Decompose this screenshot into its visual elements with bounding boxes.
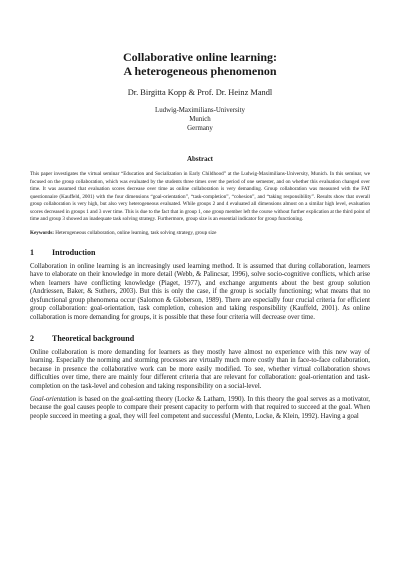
section-number: 1	[30, 247, 34, 257]
paragraph-goal-orientation	[30, 396, 370, 422]
section-heading-theoretical-background	[30, 334, 370, 343]
paragraph-rest: is based on the goal-setting theory (Locke & Latham, 1990). In this theory the goal serves as a motivator, because the goal causes people to compare their present capacity to perform with that required to succeed at the goal. When people succeed in meeting a goal, they will feel competent and successful (Mento, Locke, & Klein, 1992). Having a goal	[30, 395, 370, 420]
abstract-heading: Abstract	[186, 155, 214, 163]
affiliation-city: Munich	[189, 116, 211, 123]
title-line-1: Collaborative online learning:	[123, 50, 277, 64]
section-title: Theoretical background	[52, 333, 135, 343]
keywords-label: Keywords:	[30, 229, 54, 236]
keywords-text: Heterogeneous collaboration, online learning, task solving strategy, group size	[55, 229, 217, 236]
affiliation	[30, 106, 370, 133]
section-body-theoretical-background	[30, 349, 370, 422]
affiliation-country: Germany	[187, 125, 213, 132]
paragraph: Online collaboration is more demanding for learners as they mostly have almost no experience with this new way of learning. Especially the norming and storming processes are virtually much more costly than in face-to-face collaboration, because in presence the collaborative work can be more easily modified. To see, whether virtual collaboration shows difficulties over time, there are mainly four different criteria that are relevant for collaboration: goal-orientation and task-completion on the task-level and cohesion and taking responsibility on a social-level.	[30, 348, 370, 391]
authors: Dr. Birgitta Kopp & Prof. Dr. Heinz Mandl	[127, 88, 273, 97]
paragraph: Collaboration in online learning is an increasingly used learning method. It is assumed that during collaboration, learners have to elaborate on their knowledge in more detail (Webb, & Palincsar, 1996), solve socio-cognitive conflicts, which arise when learners have conflicting knowledge (Piaget, 1977), and exchange arguments about the best group solution (Andriessen, Baker, & Suthers, 2003). But this is only the case, if the group is socially functioning; what means that no dysfunctional group phenomena occur (Salomon & Globerson, 1989). There are especially four crucial criteria for efficient group collaboration: goal-orientation, task completion, cohesion and taking responsibility (Kauffeld, 2001). As online collaboration is more demanding for groups, it is possible that these four criteria will decrease over time.	[30, 262, 370, 322]
section-body-introduction	[30, 263, 370, 323]
italic-term: Goal-orientation	[30, 395, 77, 403]
section-number: 2	[30, 333, 34, 343]
keywords	[30, 230, 370, 237]
affiliation-university: Ludwig-Maximilians-University	[155, 107, 245, 114]
title-line-2: A heterogeneous phenomenon	[123, 64, 277, 78]
section-title: Introduction	[52, 247, 96, 257]
section-heading-introduction	[30, 248, 370, 257]
abstract-text: This paper investigates the virtual seminar “Education and Socialization in Early Childhood” at the Ludwig-Maximilians-University, Munich. In this seminar, we focused on the group collaboration, which was evaluated by the students three times over the period of one semester, and on whether this evaluation changed over time. It was assumed that evaluation scores decrease over time as online collaboration is very demanding. Group collaboration was measured with the FAT questionnaire (Kauffeld, 2001) with the four dimensions “goal-orientation”, “task-completion”, “cohesion”, and “taking responsibility”. Results show that overall group collaboration is very high, but also very heterogeneous evaluated. While groups 2 and 4 evaluated all dimensions almost on a similar high level, evaluation scores decreased in groups 1 and 3 over time. This is due to the fact that in group 1, one group member left the course without further explication at the third point of time and group 3 showed an inadequate task solving strategy. Furthermore, group size is an essential indicator for group functioning.	[30, 171, 370, 222]
paper-title	[30, 50, 370, 78]
paper-page	[30, 50, 370, 425]
